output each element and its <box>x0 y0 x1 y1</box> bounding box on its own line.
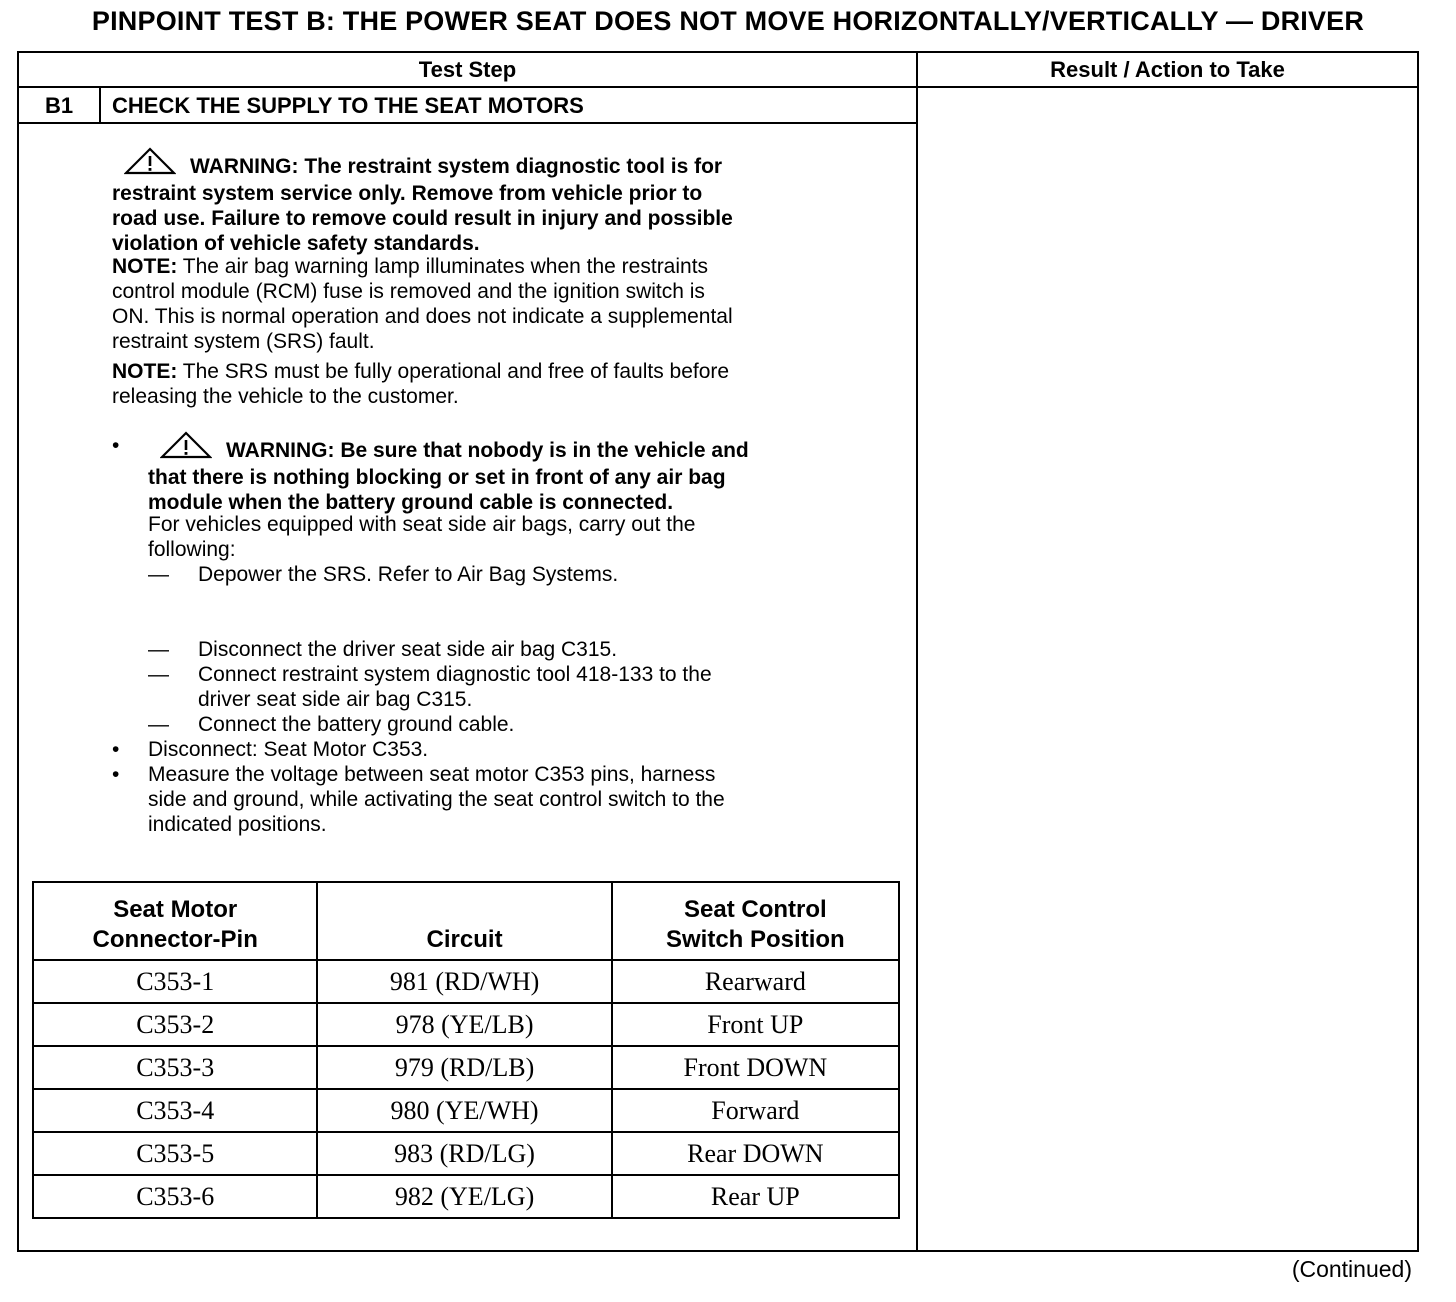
note-2-line-2: releasing the vehicle to the customer. <box>112 385 459 408</box>
step-title: CHECK THE SUPPLY TO THE SEAT MOTORS <box>112 93 584 118</box>
table-header-row <box>33 882 899 960</box>
header-divider <box>17 86 1419 88</box>
warning-1-line-2: restraint system service only. Remove from vehicle prior to <box>112 182 703 205</box>
warning-icon <box>124 147 176 181</box>
seat-side-airbag-instruction <box>148 512 908 562</box>
sub-step-connect-ground: Connect the battery ground cable. <box>198 713 515 736</box>
warning-1-line-3: road use. Failure to remove could result in injury and possible <box>112 207 733 230</box>
cell-position: Front UP <box>612 1003 899 1046</box>
cell-pin: C353-5 <box>33 1132 317 1175</box>
cell-pin: C353-1 <box>33 960 317 1003</box>
sub-step-connect-tool <box>198 662 898 712</box>
cell-pin: C353-3 <box>33 1046 317 1089</box>
warning-icon <box>160 431 212 465</box>
sub-step-connect-tool-line-2: driver seat side air bag C315. <box>198 688 473 711</box>
seat-side-line-2: following: <box>148 538 236 561</box>
bullet-disconnect-motor: Disconnect: Seat Motor C353. <box>148 738 429 761</box>
cell-pin: C353-4 <box>33 1089 317 1132</box>
table-row <box>33 1046 899 1089</box>
bullet-marker: • <box>112 434 120 457</box>
column-header-circuit <box>317 882 611 960</box>
warning-1-line-1: WARNING: The restraint system diagnostic tool is for <box>190 155 723 178</box>
cell-position: Rearward <box>612 960 899 1003</box>
bullet-measure-voltage <box>148 762 908 837</box>
note-1 <box>112 254 902 354</box>
measure-line-2: side and ground, while activating the seat control switch to the <box>148 788 725 811</box>
sub-step-disconnect-airbag: Disconnect the driver seat side air bag C315. <box>198 638 618 661</box>
cell-circuit: 978 (YE/LB) <box>317 1003 611 1046</box>
header-test-step: Test Step <box>418 57 517 82</box>
dash-marker: — <box>148 563 169 586</box>
column-header-switch-position-line-1: Seat Control <box>684 896 827 923</box>
warning-2-line-1: WARNING: Be sure that nobody is in the vehicle and <box>226 439 749 462</box>
warning-2-line-3: module when the battery ground cable is connected. <box>148 491 674 514</box>
page-title: PINPOINT TEST B: THE POWER SEAT DOES NOT MOVE HORIZONTALLY/VERTICALLY — DRIVER <box>91 6 1365 36</box>
cell-circuit: 980 (YE/WH) <box>317 1089 611 1132</box>
note-2-line-1: The SRS must be fully operational and free of faults before <box>177 360 730 383</box>
step-title-divider <box>17 122 918 124</box>
seat-side-line-1: For vehicles equipped with seat side air bags, carry out the <box>148 513 696 536</box>
warning-1-line-4: violation of vehicle safety standards. <box>112 232 480 255</box>
cell-circuit: 979 (RD/LB) <box>317 1046 611 1089</box>
column-divider <box>916 51 918 1252</box>
cell-position: Rear UP <box>612 1175 899 1218</box>
table-row <box>33 1175 899 1218</box>
dash-marker: — <box>148 663 169 686</box>
table-row <box>33 960 899 1003</box>
sub-step-connect-tool-line-1: Connect restraint system diagnostic tool 418-133 to the <box>198 663 712 686</box>
cell-circuit: 981 (RD/WH) <box>317 960 611 1003</box>
sub-step-depower: Depower the SRS. Refer to Air Bag Systems. <box>198 563 619 586</box>
cell-pin: C353-6 <box>33 1175 317 1218</box>
bullet-marker: • <box>112 738 120 761</box>
warning-block-2 <box>148 431 908 515</box>
note-1-label: NOTE: <box>112 255 178 278</box>
bullet-marker: • <box>112 763 120 786</box>
cell-pin: C353-2 <box>33 1003 317 1046</box>
column-header-connector-pin <box>33 882 317 960</box>
column-header-connector-pin-line-1: Seat Motor <box>113 896 238 923</box>
cell-position: Rear DOWN <box>612 1132 899 1175</box>
column-header-connector-pin-line-2: Connector-Pin <box>92 926 258 953</box>
header-result-action: Result / Action to Take <box>1050 57 1285 82</box>
note-2 <box>112 359 902 409</box>
dash-marker: — <box>148 638 169 661</box>
measure-line-3: indicated positions. <box>148 813 327 836</box>
table-row <box>33 1132 899 1175</box>
step-id: B1 <box>44 93 74 118</box>
measure-line-1: Measure the voltage between seat motor C353 pins, harness <box>148 763 716 786</box>
warning-2-line-2: that there is nothing blocking or set in front of any air bag <box>148 466 726 489</box>
note-1-line-1: The air bag warning lamp illuminates when the restraints <box>177 255 709 278</box>
note-1-line-2: control module (RCM) fuse is removed and the ignition switch is <box>112 280 705 303</box>
column-header-circuit-label: Circuit <box>426 926 503 953</box>
note-1-line-3: ON. This is normal operation and does not indicate a supplemental <box>112 305 733 328</box>
warning-block-1 <box>112 147 902 256</box>
dash-marker: — <box>148 713 169 736</box>
cell-circuit: 982 (YE/LG) <box>317 1175 611 1218</box>
cell-circuit: 983 (RD/LG) <box>317 1132 611 1175</box>
cell-position: Forward <box>612 1089 899 1132</box>
note-1-line-4: restraint system (SRS) fault. <box>112 330 375 353</box>
column-header-switch-position-line-2: Switch Position <box>666 926 845 953</box>
column-header-switch-position <box>612 882 899 960</box>
table-row <box>33 1089 899 1132</box>
continued-label: (Continued) <box>1291 1256 1412 1282</box>
seat-motor-pin-table <box>32 881 900 1219</box>
step-id-divider <box>99 88 101 124</box>
cell-position: Front DOWN <box>612 1046 899 1089</box>
note-2-label: NOTE: <box>112 360 178 383</box>
table-row <box>33 1003 899 1046</box>
